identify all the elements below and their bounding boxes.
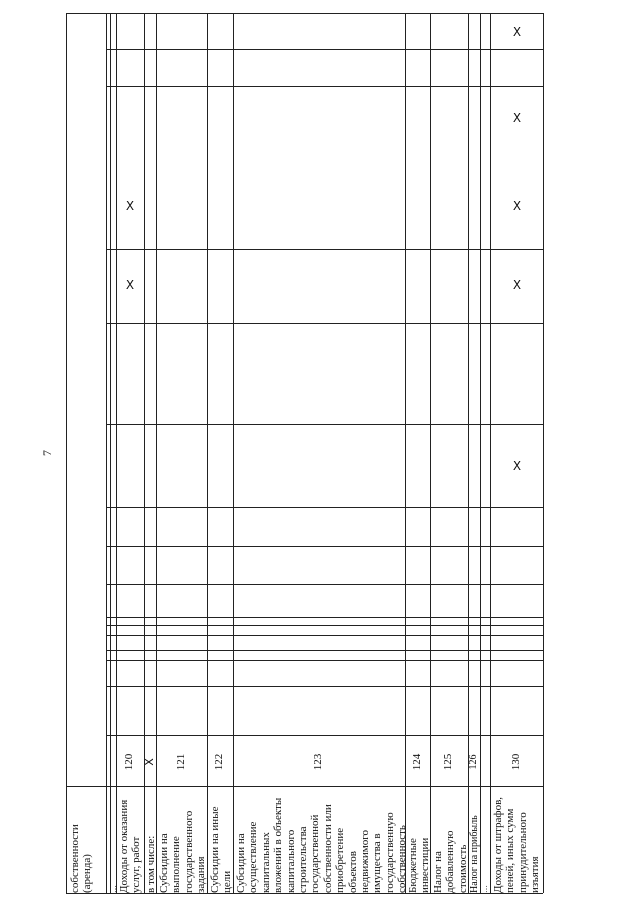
cross-mark: X	[512, 199, 522, 213]
row-label: в том числе:	[145, 835, 157, 893]
table-line	[430, 13, 431, 893]
row-code: 122	[213, 753, 225, 771]
table-line	[106, 86, 543, 87]
table-line	[106, 323, 543, 324]
row-label: Бюджетные инвестиции	[407, 837, 432, 893]
cross-mark: X	[125, 278, 135, 292]
row-label: Налог на добавленную стоимость	[432, 830, 469, 893]
table-line	[106, 13, 107, 893]
row-code: 130	[510, 753, 522, 771]
row-label: Доходы от штрафов, пеней, иных сумм принудительного изъятия	[492, 796, 542, 893]
page-number: 7	[40, 450, 54, 456]
table-line	[405, 13, 406, 893]
row-label: Доходы от оказания услуг, работ	[118, 799, 143, 893]
row-code: 126	[468, 754, 479, 770]
table-line	[106, 49, 543, 50]
table-line	[233, 13, 234, 893]
table-line	[110, 13, 111, 893]
table-line	[106, 584, 543, 585]
cross-mark: X	[512, 25, 522, 39]
table-line	[106, 249, 543, 250]
table-line	[106, 617, 543, 618]
row-label: Налог на прибыль	[469, 815, 480, 893]
row-code: 120	[123, 753, 135, 771]
cross-mark: X	[512, 111, 522, 125]
row-code: 123	[312, 753, 324, 771]
table-line	[106, 686, 543, 687]
row-label: Субсидии на выполнение государственного задания	[158, 810, 208, 893]
table-line	[116, 13, 117, 893]
table-line	[106, 507, 543, 508]
table-line	[106, 735, 543, 736]
table-line	[106, 660, 543, 661]
table-line	[543, 13, 544, 893]
row-label: собственности (аренда)	[69, 824, 94, 893]
cross-mark: X	[512, 459, 522, 473]
table-line	[106, 635, 543, 636]
table-line	[490, 13, 491, 893]
table-line	[106, 546, 543, 547]
cross-mark: X	[125, 199, 135, 213]
cross-mark: X	[512, 278, 522, 292]
table-line	[66, 13, 543, 14]
income-table	[66, 13, 543, 894]
row-code: 124	[411, 753, 423, 771]
row-code: X	[143, 758, 156, 766]
row-code: 125	[442, 753, 454, 771]
row-label: Субсидии на осуществление капитальных вложений в объекты капитального строительства государственной собственности или приобретение объектов недвижимого имущества в государственную собственность	[235, 797, 409, 893]
row-label: …	[109, 885, 118, 893]
table-line	[106, 650, 543, 651]
table-line	[106, 424, 543, 425]
row-label: …	[480, 885, 489, 893]
table-line	[66, 13, 67, 893]
table-line	[106, 625, 543, 626]
row-code: 121	[175, 753, 187, 771]
table-line	[207, 13, 208, 893]
table-line	[66, 893, 543, 894]
row-label: Субсидии на иные цели	[209, 806, 234, 893]
